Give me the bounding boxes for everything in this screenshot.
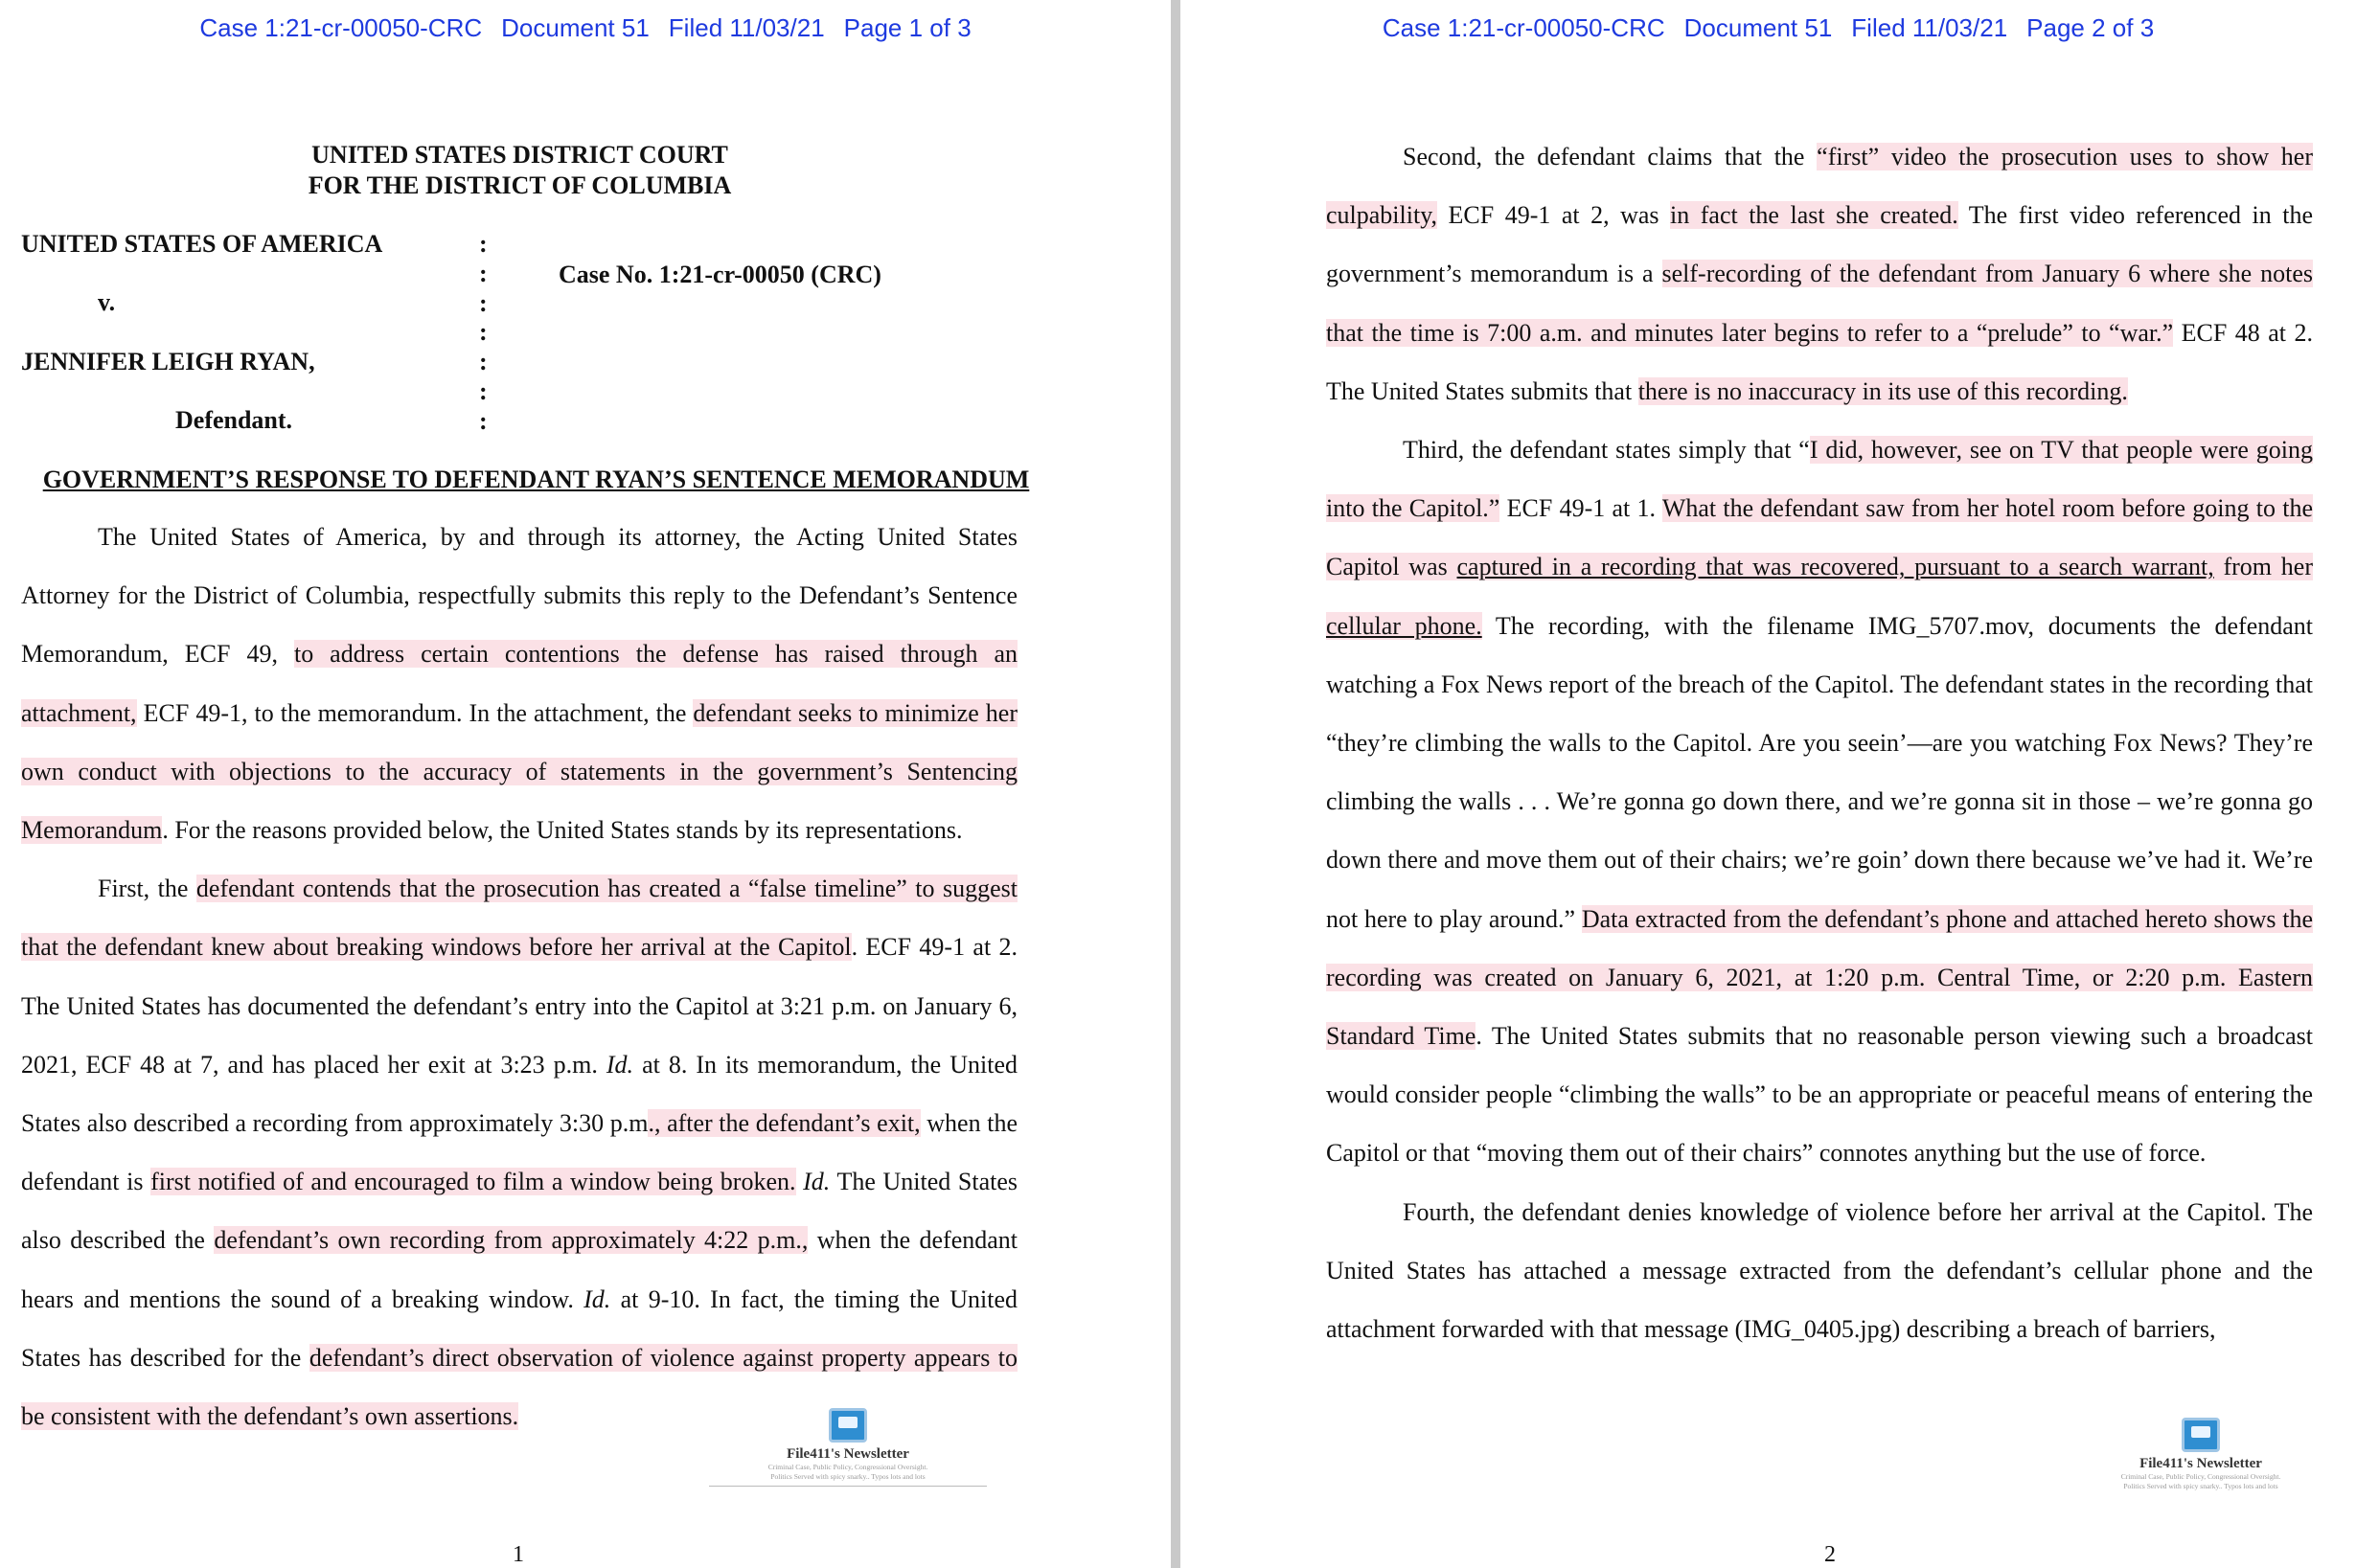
text: at 9-10. In fact, the timing the United States has described for the <box>21 1284 1018 1372</box>
page-number: 1 <box>513 1542 524 1567</box>
document-number: Document 51 <box>1683 13 1833 42</box>
highlight: I did, however, see on TV that people were going into the Capitol.” <box>1326 436 2313 523</box>
text: ECF 49-1 at 2, was <box>1437 201 1671 230</box>
document-page-2 <box>1180 0 2356 1568</box>
highlight: Data extracted from the defendant’s phone and attached hereto shows the recording was created on January 6, 2021, at 1:20 p.m. Central Time, or 2:20 p.m. Eastern Standard Time <box>1326 904 2314 1051</box>
page-indicator: Page 1 of 3 <box>843 13 972 42</box>
underlined-highlight: captured in a recording that was recovered, pursuant to a search warrant, <box>1456 553 2214 581</box>
caption-plaintiff: UNITED STATES OF AMERICA <box>21 230 383 258</box>
watermark-tagline: Politics Served with spicy snarky.. Typos lots and lots <box>770 1472 926 1481</box>
caption-defendant-role: Defendant. <box>175 406 293 434</box>
highlight: self-recording of the defendant from January 6 where she notes that the time is 7:00 a.m. and minutes later begins to refer to a “prelude” to “war.” <box>1326 260 2313 347</box>
text: when the defendant is <box>21 1109 1018 1196</box>
highlight: to address certain contentions the defense has raised through an attachment, <box>21 640 1018 727</box>
highlight: “first” video the prosecution uses to show her culpability, <box>1326 143 2313 230</box>
filed-date: Filed 11/03/21 <box>668 13 825 42</box>
caption-case-number: Case No. 1:21-cr-00050 (CRC) <box>559 261 881 288</box>
document-title: GOVERNMENT’S RESPONSE TO DEFENDANT RYAN’S SENTENCE MEMORANDUM <box>42 466 1030 493</box>
watermark-tagline: Criminal Case, Public Policy, Congressional Oversight. <box>767 1463 928 1471</box>
underlined-highlight: cellular phone. <box>1326 611 1482 640</box>
text: at 8. In its memorandum, the United States also described a recording from approximately 3:30 p.m <box>21 1050 1018 1138</box>
page-2-body <box>1326 127 2313 1358</box>
paragraph <box>1326 1183 2313 1359</box>
ecf-header-stamp <box>1180 13 2356 43</box>
newsletter-watermark <box>709 1408 987 1487</box>
text: ECF 49-1 at 1. <box>1499 494 1662 523</box>
text: . For the reasons provided below, the United States stands by its representations. <box>162 816 963 845</box>
document-page-1 <box>0 0 1171 1568</box>
court-line-1: UNITED STATES DISTRICT COURT <box>311 141 728 169</box>
citation-id: Id. <box>803 1168 831 1196</box>
caption-defendant: JENNIFER LEIGH RYAN, <box>21 348 315 375</box>
highlight: defendant’s own recording from approximately 4:22 p.m., <box>214 1226 809 1255</box>
page-divider <box>1171 0 1180 1568</box>
text: Second, the defendant claims that the <box>1403 143 1818 170</box>
colon: : <box>479 406 488 435</box>
watermark-name: File411's Newsletter <box>2139 1456 2262 1471</box>
watermark-tagline: Criminal Case, Public Policy, Congressional Oversight. <box>2120 1472 2281 1481</box>
page-1-body <box>21 508 1018 1445</box>
newsletter-logo-icon <box>829 1408 867 1443</box>
caption-colons <box>479 230 488 437</box>
court-name <box>0 140 1040 201</box>
newsletter-logo-icon <box>2182 1418 2220 1452</box>
page-number: 2 <box>1824 1542 1836 1567</box>
text: The United States also described the <box>21 1168 1018 1255</box>
watermark-rule <box>709 1486 987 1487</box>
text: The first video referenced in the government’s memorandum is a <box>1326 201 2313 288</box>
text <box>796 1168 804 1195</box>
paragraph <box>1326 127 2313 420</box>
colon: : <box>479 318 488 347</box>
text: . The United States submits that no reasonable person viewing such a broadcast would consider people “climbing the walls” to be an appropriate or peaceful means of entering the Capitol or that “moving them out of their chairs” connotes anything but the use of force. <box>1326 1022 2313 1168</box>
highlight: from her <box>2213 553 2313 581</box>
colon: : <box>479 348 488 376</box>
citation-id: Id. <box>606 1050 634 1079</box>
newsletter-watermark <box>2062 1418 2340 1491</box>
page-indicator: Page 2 of 3 <box>2026 13 2155 42</box>
highlight: defendant seeks to minimize her own conduct with objections to the accuracy of statements in the government’s Sentencing Memorandum <box>21 698 1018 845</box>
highlight: defendant’s direct observation of violence against property appears to be consistent with the defendant’s own assertions. <box>21 1343 1018 1431</box>
highlight: first notified of and encouraged to film a window being broken. <box>150 1168 796 1196</box>
text: First, the <box>98 875 196 903</box>
watermark-name: File411's Newsletter <box>787 1446 909 1462</box>
court-line-2: FOR THE DISTRICT OF COLUMBIA <box>308 171 732 199</box>
highlight: there is no inaccuracy in its use of this recording. <box>1637 376 2128 405</box>
colon: : <box>479 288 488 317</box>
text: ECF 48 at 2. The United States submits that <box>1326 318 2313 405</box>
paragraph <box>21 508 1018 859</box>
filed-date: Filed 11/03/21 <box>1851 13 2008 42</box>
text: ECF 49-1, to the memorandum. In the attachment, the <box>136 698 694 727</box>
text: The recording, with the filename IMG_5707.mov, documents the defendant watching a Fox News report of the breach of the Capitol. The defendant states in the recording that “they’re climbing the walls to the Capitol. Are you seein’—are you watching Fox News? They’re climbing the walls . . . We’re gonna go down there, and we’re gonna sit in those – we’re gonna go down there and move them out of their chairs; we’re goin’ down there because we’ve had it. We’re not here to play around.” <box>1326 611 2313 933</box>
highlight: ., after the defendant’s exit, <box>648 1109 921 1138</box>
highlight: defendant contends that the prosecution has created a “false timeline” to suggest that the defendant knew about breaking windows before her arrival at the Capitol <box>21 875 1018 962</box>
text: Fourth, the defendant denies knowledge of violence before her arrival at the Capitol. The United States has attached a message extracted from the defendant’s cellular phone and the attachment forwarded with that message (IMG_0405.jpg) describing a breach of barriers, <box>1326 1197 2313 1344</box>
text: . ECF 49-1 at 2. The United States has documented the defendant’s entry into the Capitol at 3:21 p.m. on January 6, 2021, ECF 48 at 7, and has placed her exit at 3:23 p.m. <box>21 933 1018 1079</box>
paragraph <box>21 859 1018 1445</box>
ecf-header-stamp <box>0 13 1171 43</box>
caption-versus: v. <box>98 288 116 316</box>
paragraph <box>1326 420 2313 1183</box>
watermark-tagline: Politics Served with spicy snarky.. Typos lots and lots <box>2123 1482 2278 1490</box>
highlight: in fact the last she created. <box>1670 201 1958 230</box>
colon: : <box>479 259 488 287</box>
document-number: Document 51 <box>501 13 650 42</box>
text: when the defendant hears and mentions the sound of a breaking window. <box>21 1226 1018 1313</box>
highlight: What the defendant saw from her hotel room before going to the Capitol was <box>1326 494 2313 581</box>
citation-id: Id. <box>583 1284 611 1313</box>
colon: : <box>479 376 488 405</box>
colon: : <box>479 230 488 258</box>
text: The United States of America, by and through its attorney, the Acting United States Attorney for the District of Columbia, respectfully submits this reply to the Defendant’s Sentence Memorandum, ECF 49, <box>21 523 1018 669</box>
text: Third, the defendant states simply that “ <box>1403 436 1810 465</box>
case-number: Case 1:21-cr-00050-CRC <box>199 13 483 42</box>
case-number: Case 1:21-cr-00050-CRC <box>1382 13 1665 42</box>
